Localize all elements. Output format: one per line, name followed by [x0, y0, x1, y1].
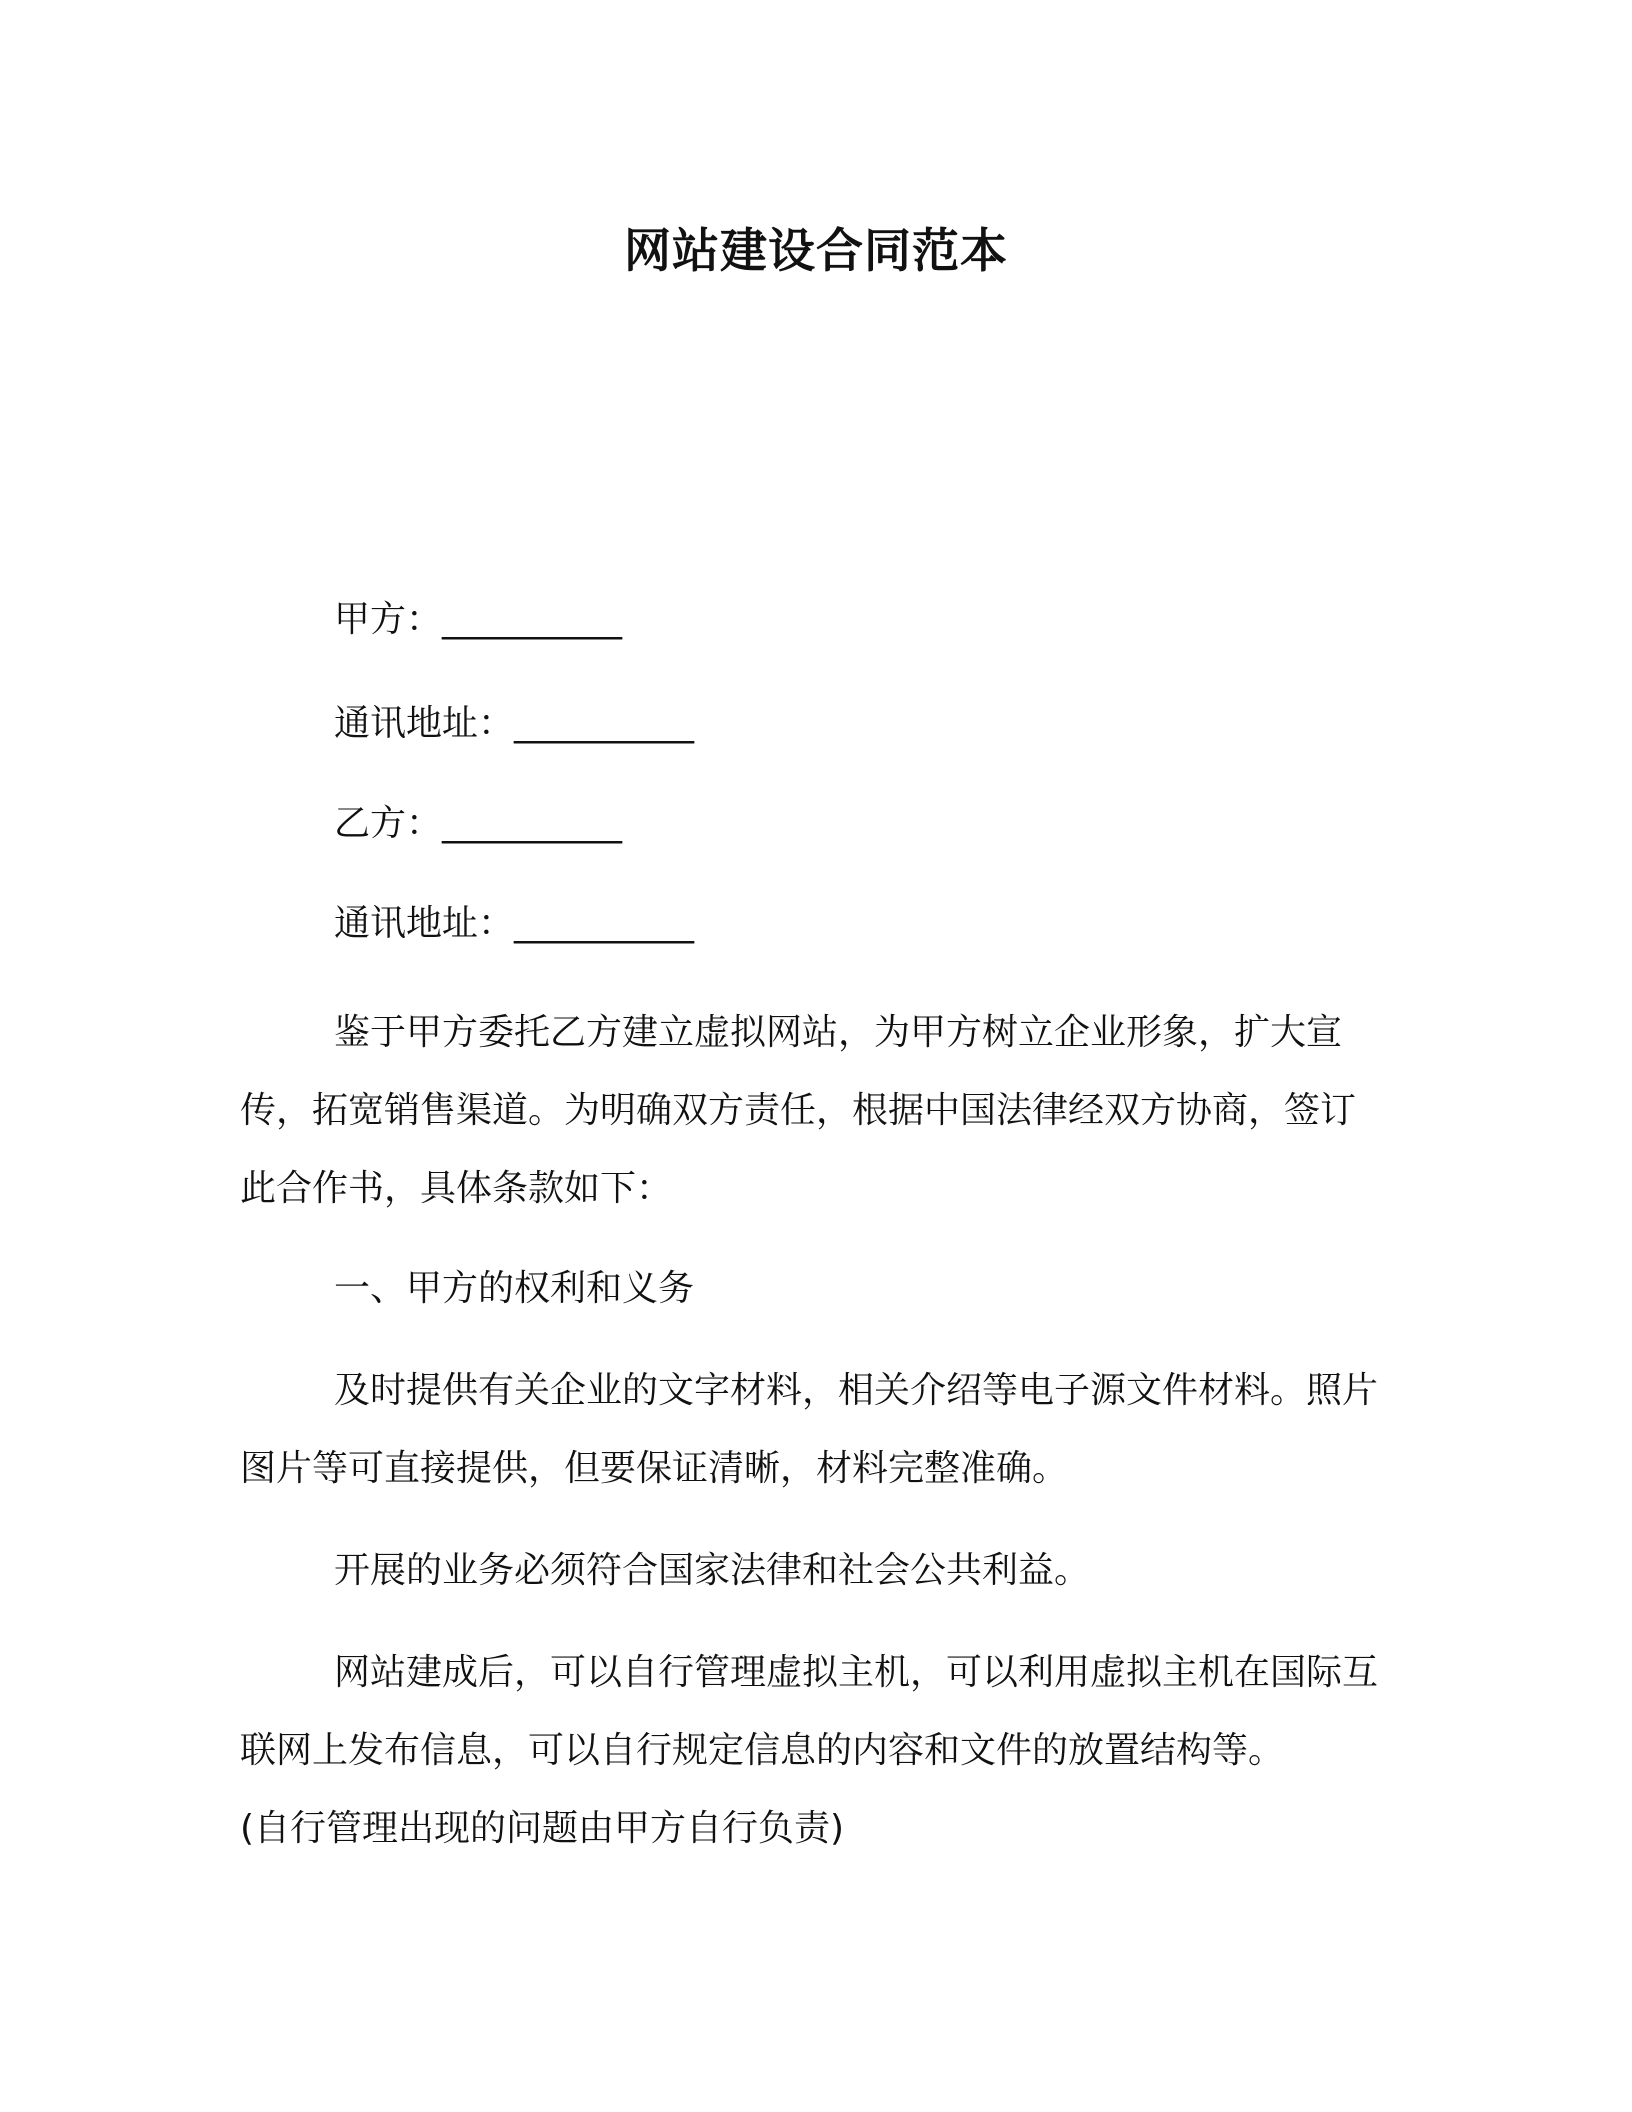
party-a-label: 甲方：	[334, 599, 443, 640]
party-a-address-blank: __________	[514, 703, 695, 744]
clause-3-note: (自行管理出现的问题由甲方自行负责)	[240, 1808, 845, 1849]
clause-3-paragraph: 网站建成后，可以自行管理虚拟主机，可以利用虚拟主机在国际互联网上发布信息，可以自行规定信息的内容和文件的放置结构等。	[240, 1652, 1379, 1771]
clause-2-paragraph: 开展的业务必须符合国家法律和社会公共利益。	[334, 1550, 1091, 1591]
party-b-address-line	[334, 899, 694, 949]
document-title: 网站建设合同范本	[624, 224, 1008, 279]
party-a-line	[334, 595, 622, 645]
party-b-blank: __________	[442, 803, 623, 844]
party-b-address-label: 通讯地址：	[334, 903, 515, 944]
party-a-address-label: 通讯地址：	[334, 703, 515, 744]
section-1-heading: 一、甲方的权利和义务	[334, 1268, 695, 1309]
party-b-label: 乙方：	[334, 803, 443, 844]
party-a-blank: __________	[442, 599, 623, 640]
party-a-address-line	[334, 699, 694, 749]
party-b-address-blank: __________	[514, 903, 695, 944]
party-b-line	[334, 799, 622, 849]
clause-1-paragraph: 及时提供有关企业的文字材料，相关介绍等电子源文件材料。照片图片等可直接提供，但要保证清晰，材料完整准确。	[240, 1370, 1379, 1489]
preamble-paragraph: 鉴于甲方委托乙方建立虚拟网站，为甲方树立企业形象，扩大宣传，拓宽销售渠道。为明确双方责任，根据中国法律经双方协商，签订此合作书，具体条款如下：	[240, 1012, 1357, 1209]
